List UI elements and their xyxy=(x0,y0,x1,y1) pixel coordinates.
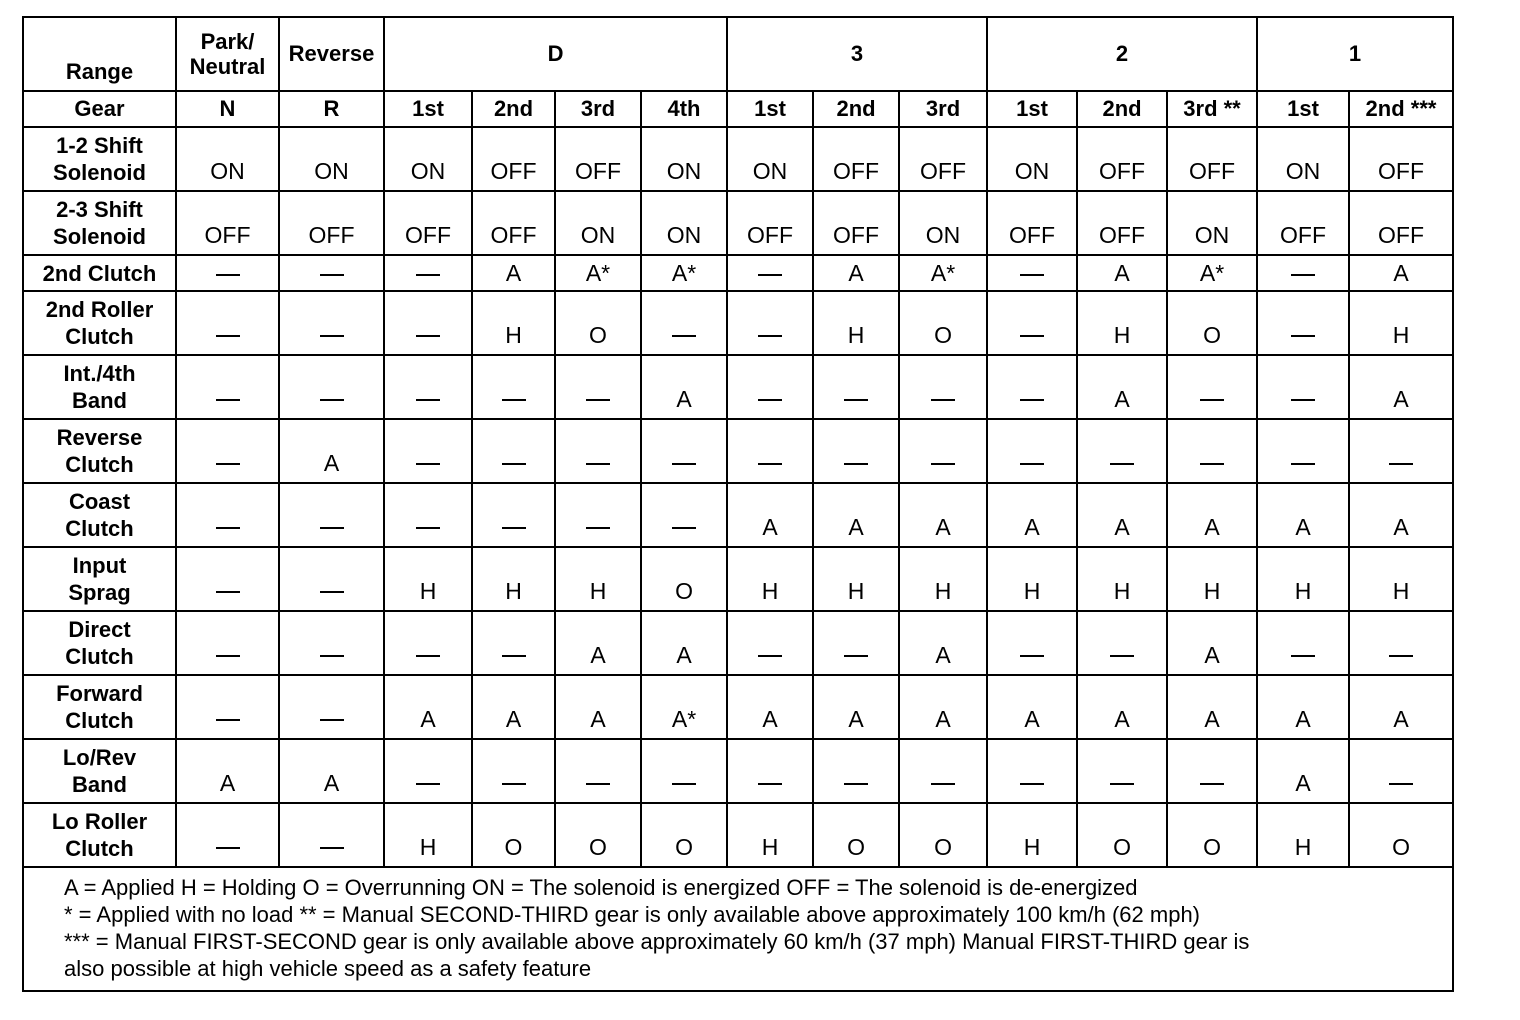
dash-mark xyxy=(216,399,240,401)
dash-mark xyxy=(931,463,955,465)
table-cell: H xyxy=(1349,547,1453,611)
table-cell: A xyxy=(279,739,384,803)
table-cell xyxy=(176,419,279,483)
dash-mark xyxy=(320,719,344,721)
table-cell: A xyxy=(899,675,987,739)
dash-mark xyxy=(1110,655,1134,657)
table-cell: A* xyxy=(555,255,641,291)
table-cell: H xyxy=(384,547,472,611)
table-cell xyxy=(279,547,384,611)
table-cell xyxy=(813,355,899,419)
table-cell xyxy=(279,675,384,739)
table-cell: H xyxy=(1257,547,1349,611)
table-cell xyxy=(813,419,899,483)
dash-mark xyxy=(502,463,526,465)
dash-mark xyxy=(931,783,955,785)
table-cell: O xyxy=(641,803,727,867)
table-cell xyxy=(1349,739,1453,803)
table-cell: A xyxy=(1077,483,1167,547)
gear-header-2: 1st xyxy=(384,91,472,127)
table-cell xyxy=(384,739,472,803)
table-cell xyxy=(1167,419,1257,483)
dash-mark xyxy=(672,783,696,785)
table-cell xyxy=(641,739,727,803)
row-label: Input Sprag xyxy=(23,547,176,611)
gear-header-1: R xyxy=(279,91,384,127)
range-header-2: D xyxy=(384,17,727,91)
legend-note-3: *** = Manual FIRST-SECOND gear is only available above approximately 60 km/h (37 mph) Manual FIRST-THIRD gear is xyxy=(64,929,1250,954)
table-cell xyxy=(279,803,384,867)
table-cell: H xyxy=(727,803,813,867)
table-cell xyxy=(279,355,384,419)
dash-mark xyxy=(320,847,344,849)
table-cell: OFF xyxy=(1349,191,1453,255)
table-cell xyxy=(279,483,384,547)
clutch-application-chart xyxy=(22,16,1452,992)
table-cell: O xyxy=(1349,803,1453,867)
table-cell: A xyxy=(1349,355,1453,419)
dash-mark xyxy=(844,783,868,785)
table-cell: ON xyxy=(641,191,727,255)
table-cell: A xyxy=(727,483,813,547)
dash-mark xyxy=(502,783,526,785)
table-body xyxy=(23,127,1453,867)
table-cell xyxy=(176,611,279,675)
table-cell: A xyxy=(279,419,384,483)
dash-mark xyxy=(844,655,868,657)
table-cell xyxy=(987,355,1077,419)
table-cell xyxy=(727,611,813,675)
table-cell: H xyxy=(1077,547,1167,611)
table-cell xyxy=(899,419,987,483)
table-cell xyxy=(472,739,555,803)
range-header-0: Park/ Neutral xyxy=(176,17,279,91)
table-cell xyxy=(1349,419,1453,483)
gear-header-0: N xyxy=(176,91,279,127)
table-cell xyxy=(1257,611,1349,675)
table-cell xyxy=(555,739,641,803)
dash-mark xyxy=(320,655,344,657)
table-row xyxy=(23,483,1453,547)
dash-mark xyxy=(1020,655,1044,657)
table-cell: A xyxy=(813,675,899,739)
table-cell: OFF xyxy=(1077,191,1167,255)
table-cell: A xyxy=(555,611,641,675)
table-cell xyxy=(472,419,555,483)
row-label: Forward Clutch xyxy=(23,675,176,739)
table-cell: A xyxy=(472,255,555,291)
table-row xyxy=(23,255,1453,291)
dash-mark xyxy=(416,527,440,529)
table-cell: O xyxy=(555,803,641,867)
gear-header-label: Gear xyxy=(23,91,176,127)
table-cell: A* xyxy=(641,675,727,739)
dash-mark xyxy=(672,527,696,529)
table-row xyxy=(23,191,1453,255)
dash-mark xyxy=(758,399,782,401)
table-cell: O xyxy=(899,803,987,867)
table-cell: A xyxy=(1167,611,1257,675)
table-cell xyxy=(987,255,1077,291)
table-cell: H xyxy=(384,803,472,867)
table-cell: OFF xyxy=(1257,191,1349,255)
table-cell xyxy=(555,483,641,547)
table-cell: OFF xyxy=(987,191,1077,255)
table-cell xyxy=(384,291,472,355)
table-cell: ON xyxy=(987,127,1077,191)
table-cell xyxy=(1077,611,1167,675)
dash-mark xyxy=(216,463,240,465)
table-cell: A xyxy=(987,483,1077,547)
dash-mark xyxy=(1389,463,1413,465)
table-cell: A xyxy=(641,611,727,675)
dash-mark xyxy=(758,463,782,465)
gear-header-9: 1st xyxy=(987,91,1077,127)
table-cell: A* xyxy=(899,255,987,291)
row-label: Reverse Clutch xyxy=(23,419,176,483)
range-header-4: 2 xyxy=(987,17,1257,91)
table-cell: A xyxy=(1167,675,1257,739)
dash-mark xyxy=(1020,463,1044,465)
table-row xyxy=(23,547,1453,611)
table-row xyxy=(23,803,1453,867)
table-cell xyxy=(641,483,727,547)
dash-mark xyxy=(1291,399,1315,401)
dash-mark xyxy=(1200,783,1224,785)
table-cell: A xyxy=(472,675,555,739)
dash-mark xyxy=(216,335,240,337)
table-cell: A xyxy=(987,675,1077,739)
table-cell xyxy=(279,291,384,355)
gear-header-5: 4th xyxy=(641,91,727,127)
table-cell: O xyxy=(555,291,641,355)
range-header-1: Reverse xyxy=(279,17,384,91)
table-cell: O xyxy=(899,291,987,355)
table-cell: ON xyxy=(279,127,384,191)
range-header-row xyxy=(23,17,1453,91)
table-cell: OFF xyxy=(176,191,279,255)
dash-mark xyxy=(320,274,344,276)
table-cell: OFF xyxy=(472,127,555,191)
table-cell xyxy=(472,611,555,675)
dash-mark xyxy=(931,399,955,401)
table-cell: O xyxy=(1167,803,1257,867)
table-cell: O xyxy=(1077,803,1167,867)
dash-mark xyxy=(672,335,696,337)
table-cell: ON xyxy=(641,127,727,191)
table-cell xyxy=(899,739,987,803)
gear-header-12: 1st xyxy=(1257,91,1349,127)
table-cell xyxy=(987,291,1077,355)
table-cell: OFF xyxy=(813,191,899,255)
table-cell: O xyxy=(1167,291,1257,355)
table-cell xyxy=(1077,419,1167,483)
table-cell xyxy=(279,255,384,291)
dash-mark xyxy=(1020,783,1044,785)
table-cell xyxy=(727,255,813,291)
row-label: Coast Clutch xyxy=(23,483,176,547)
table-cell xyxy=(899,355,987,419)
dash-mark xyxy=(320,527,344,529)
table-cell xyxy=(176,675,279,739)
dash-mark xyxy=(586,783,610,785)
table-cell: A xyxy=(813,483,899,547)
dash-mark xyxy=(1020,399,1044,401)
table-cell: H xyxy=(987,803,1077,867)
table-cell xyxy=(176,355,279,419)
table-cell: H xyxy=(1349,291,1453,355)
table-row xyxy=(23,127,1453,191)
table-cell xyxy=(1167,739,1257,803)
table-cell xyxy=(641,419,727,483)
dash-mark xyxy=(416,655,440,657)
table-cell xyxy=(727,355,813,419)
table-cell: O xyxy=(813,803,899,867)
table-cell: A* xyxy=(1167,255,1257,291)
table-cell xyxy=(641,291,727,355)
dash-mark xyxy=(216,591,240,593)
table-cell: OFF xyxy=(384,191,472,255)
row-label: Lo/Rev Band xyxy=(23,739,176,803)
dash-mark xyxy=(758,783,782,785)
table-cell xyxy=(176,255,279,291)
table-cell: O xyxy=(472,803,555,867)
table-cell: A xyxy=(1077,355,1167,419)
range-header-3: 3 xyxy=(727,17,987,91)
table-cell: ON xyxy=(1257,127,1349,191)
table-cell: O xyxy=(641,547,727,611)
table-cell xyxy=(472,483,555,547)
table-cell: A xyxy=(176,739,279,803)
gear-header-11: 3rd ** xyxy=(1167,91,1257,127)
table-cell: OFF xyxy=(555,127,641,191)
table-cell xyxy=(555,355,641,419)
dash-mark xyxy=(1291,335,1315,337)
dash-mark xyxy=(1110,783,1134,785)
dash-mark xyxy=(758,274,782,276)
table-cell: OFF xyxy=(727,191,813,255)
dash-mark xyxy=(1200,399,1224,401)
table-cell: H xyxy=(1077,291,1167,355)
dash-mark xyxy=(416,783,440,785)
table-cell xyxy=(813,739,899,803)
gear-header-13: 2nd *** xyxy=(1349,91,1453,127)
table-cell xyxy=(727,739,813,803)
dash-mark xyxy=(844,399,868,401)
dash-mark xyxy=(1389,655,1413,657)
table-cell: A xyxy=(1257,483,1349,547)
dash-mark xyxy=(1291,655,1315,657)
row-label: 2nd Roller Clutch xyxy=(23,291,176,355)
table-cell: A xyxy=(384,675,472,739)
table-cell: H xyxy=(1167,547,1257,611)
table-cell: A xyxy=(813,255,899,291)
table-cell: H xyxy=(813,291,899,355)
gear-header-3: 2nd xyxy=(472,91,555,127)
table-cell: ON xyxy=(727,127,813,191)
table-cell xyxy=(1167,355,1257,419)
table-cell xyxy=(555,419,641,483)
table-cell: OFF xyxy=(1349,127,1453,191)
gear-header-6: 1st xyxy=(727,91,813,127)
dash-mark xyxy=(1110,463,1134,465)
range-header-label: Range xyxy=(23,17,176,91)
legend-note-2: * = Applied with no load ** = Manual SECOND-THIRD gear is only available above approximately 100 km/h (62 mph) xyxy=(64,902,1201,927)
dash-mark xyxy=(216,527,240,529)
table-cell: A* xyxy=(641,255,727,291)
legend-notes xyxy=(23,867,1453,991)
table-cell xyxy=(176,483,279,547)
table-row xyxy=(23,675,1453,739)
table-cell: ON xyxy=(555,191,641,255)
table-cell: A xyxy=(641,355,727,419)
table-cell: A xyxy=(899,611,987,675)
row-label: Direct Clutch xyxy=(23,611,176,675)
table-cell xyxy=(472,355,555,419)
table-cell: H xyxy=(727,547,813,611)
table-cell: OFF xyxy=(472,191,555,255)
dash-mark xyxy=(502,527,526,529)
table-cell: H xyxy=(987,547,1077,611)
table-row xyxy=(23,611,1453,675)
dash-mark xyxy=(758,335,782,337)
table-cell xyxy=(279,611,384,675)
table-cell xyxy=(987,611,1077,675)
table-row xyxy=(23,291,1453,355)
table-cell xyxy=(727,419,813,483)
dash-mark xyxy=(1291,463,1315,465)
table-cell: H xyxy=(1257,803,1349,867)
dash-mark xyxy=(502,655,526,657)
table-cell xyxy=(1257,291,1349,355)
table-cell: A xyxy=(555,675,641,739)
shift-table xyxy=(22,16,1454,992)
dash-mark xyxy=(416,335,440,337)
gear-header-10: 2nd xyxy=(1077,91,1167,127)
row-label: 1-2 Shift Solenoid xyxy=(23,127,176,191)
dash-mark xyxy=(586,399,610,401)
table-cell xyxy=(987,419,1077,483)
table-cell: ON xyxy=(384,127,472,191)
dash-mark xyxy=(416,399,440,401)
row-label: 2nd Clutch xyxy=(23,255,176,291)
dash-mark xyxy=(1020,335,1044,337)
table-cell: A xyxy=(1257,675,1349,739)
row-label: Int./4th Band xyxy=(23,355,176,419)
table-cell: A xyxy=(1077,255,1167,291)
table-cell: A xyxy=(727,675,813,739)
table-cell: OFF xyxy=(279,191,384,255)
table-cell: OFF xyxy=(1077,127,1167,191)
table-cell xyxy=(1077,739,1167,803)
dash-mark xyxy=(1200,463,1224,465)
table-cell: OFF xyxy=(813,127,899,191)
table-cell: ON xyxy=(1167,191,1257,255)
table-cell: ON xyxy=(176,127,279,191)
gear-header-4: 3rd xyxy=(555,91,641,127)
legend-note-1: A = Applied H = Holding O = Overrunning ON = The solenoid is energized OFF = The solenoid is de-energized xyxy=(64,875,1138,900)
table-cell: H xyxy=(472,547,555,611)
table-cell xyxy=(813,611,899,675)
dash-mark xyxy=(672,463,696,465)
table-cell xyxy=(1257,419,1349,483)
table-cell xyxy=(727,291,813,355)
dash-mark xyxy=(416,274,440,276)
range-header-5: 1 xyxy=(1257,17,1453,91)
dash-mark xyxy=(758,655,782,657)
gear-header-8: 3rd xyxy=(899,91,987,127)
dash-mark xyxy=(320,335,344,337)
dash-mark xyxy=(1291,274,1315,276)
table-cell xyxy=(384,255,472,291)
table-row xyxy=(23,739,1453,803)
row-label: 2-3 Shift Solenoid xyxy=(23,191,176,255)
dash-mark xyxy=(216,274,240,276)
table-cell: A xyxy=(1349,255,1453,291)
dash-mark xyxy=(844,463,868,465)
dash-mark xyxy=(1389,783,1413,785)
table-cell: H xyxy=(472,291,555,355)
table-cell: A xyxy=(1349,675,1453,739)
table-cell: A xyxy=(1077,675,1167,739)
table-cell xyxy=(384,419,472,483)
dash-mark xyxy=(586,463,610,465)
row-label: Lo Roller Clutch xyxy=(23,803,176,867)
legend-note-4: also possible at high vehicle speed as a safety feature xyxy=(64,956,592,981)
table-row xyxy=(23,355,1453,419)
dash-mark xyxy=(502,399,526,401)
dash-mark xyxy=(416,463,440,465)
gear-header-row xyxy=(23,91,1453,127)
table-cell: ON xyxy=(899,191,987,255)
table-cell: A xyxy=(1257,739,1349,803)
table-cell xyxy=(384,355,472,419)
table-row xyxy=(23,419,1453,483)
dash-mark xyxy=(1020,274,1044,276)
table-cell: A xyxy=(1349,483,1453,547)
table-cell xyxy=(384,611,472,675)
table-cell: A xyxy=(899,483,987,547)
dash-mark xyxy=(216,719,240,721)
table-cell: H xyxy=(813,547,899,611)
dash-mark xyxy=(320,399,344,401)
table-cell: H xyxy=(899,547,987,611)
dash-mark xyxy=(320,591,344,593)
gear-header-7: 2nd xyxy=(813,91,899,127)
table-cell xyxy=(1257,355,1349,419)
table-cell xyxy=(987,739,1077,803)
table-cell: A xyxy=(1167,483,1257,547)
table-cell xyxy=(176,547,279,611)
dash-mark xyxy=(586,527,610,529)
table-cell xyxy=(176,291,279,355)
table-cell xyxy=(384,483,472,547)
table-cell: OFF xyxy=(899,127,987,191)
legend-row xyxy=(23,867,1453,991)
dash-mark xyxy=(216,847,240,849)
table-cell: H xyxy=(555,547,641,611)
table-cell: OFF xyxy=(1167,127,1257,191)
dash-mark xyxy=(216,655,240,657)
table-cell xyxy=(1349,611,1453,675)
table-cell xyxy=(176,803,279,867)
table-cell xyxy=(1257,255,1349,291)
